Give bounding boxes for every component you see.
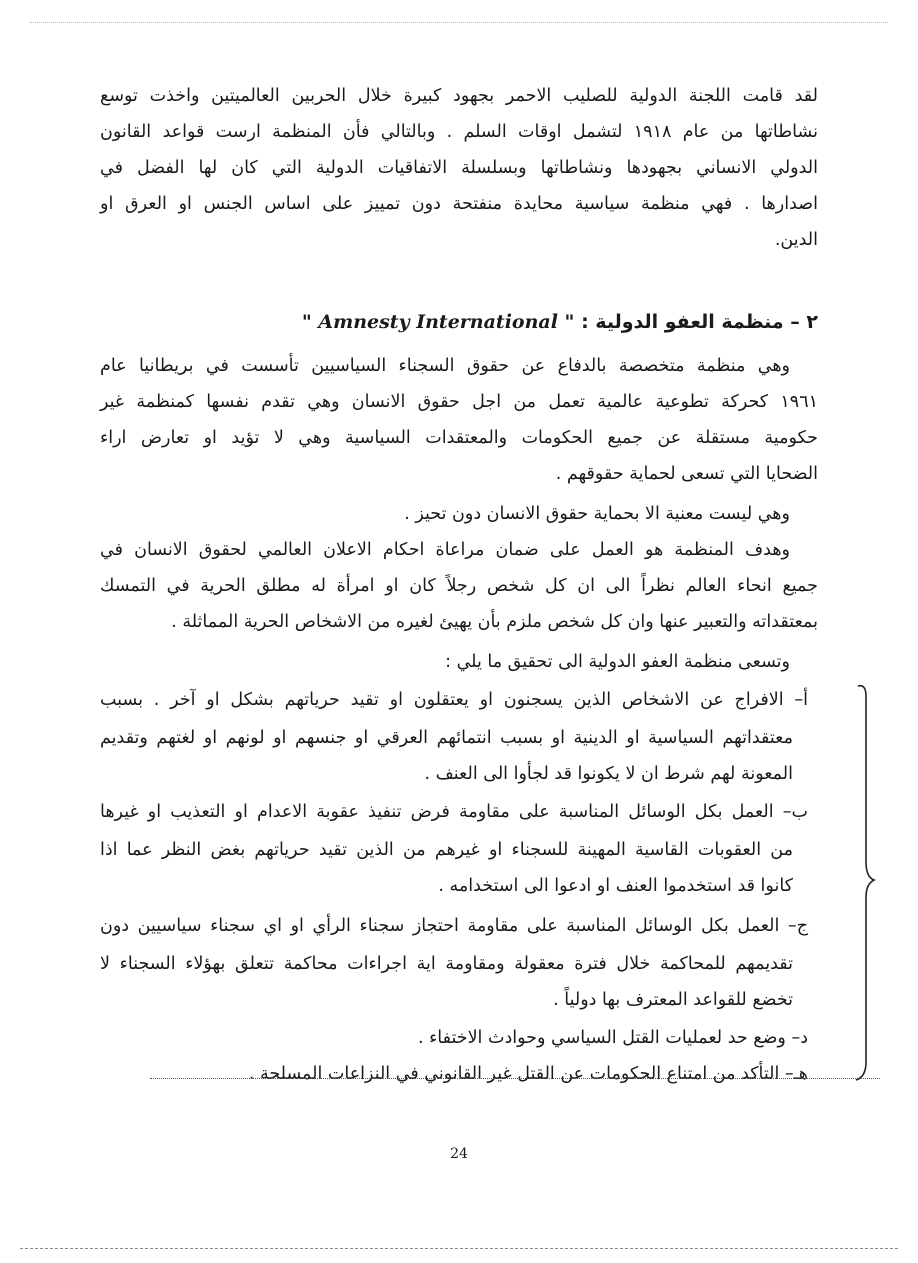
item-c-line-1: ج– العمل بكل الوسائل المناسبة على مقاومة احتجاز سجناء الرأي او اي سجناء سياسيين دون bbox=[100, 916, 808, 936]
para1-line-5: الدين. bbox=[774, 230, 818, 250]
handwritten-bracket bbox=[852, 682, 892, 1082]
para1-line-4: اصدارها . فهي منظمة سياسية محايدة منفتحة دون تمييز على اساس الجنس او العرق او bbox=[100, 194, 818, 214]
item-a-line-2: معتقداتهم السياسية او الدينية او بسبب انتمائهم العرقي او جنسهم او لونهم او لغتهم وتقديم bbox=[100, 728, 793, 748]
top-scan-line bbox=[30, 22, 888, 23]
item-c-line-2: تقديمهم للمحاكمة خلال فترة معقولة ومقاومة اية اجراءات محاكمة تتعلق بهؤلاء السجناء لا bbox=[100, 954, 793, 974]
para3-line: وهي ليست معنية الا بحماية حقوق الانسان دون تحيز . bbox=[404, 504, 790, 524]
heading-arabic: منظمة العفو الدولية : bbox=[581, 311, 784, 333]
bottom-scan-line bbox=[20, 1248, 898, 1249]
para2-line-3: حكومية مستقلة عن جميع الحكومات والمعتقدات السياسية وهي لا تؤيد او تعارض اراء bbox=[100, 428, 818, 448]
item-e-underline bbox=[150, 1078, 880, 1079]
item-c-line-3: تخضع للقواعد المعترف بها دولياً . bbox=[553, 990, 793, 1010]
para4-line-1: وهدف المنظمة هو العمل على ضمان مراعاة احكام الاعلان العالمي لحقوق الانسان في bbox=[100, 540, 790, 560]
para2-line-4: الضحايا التي تسعى لحماية حقوقهم . bbox=[555, 464, 818, 484]
item-b-line-3: كانوا قد استخدموا العنف او ادعوا الى استخدامه . bbox=[438, 876, 793, 896]
para2-line-1: وهي منظمة متخصصة بالدفاع عن حقوق السجناء السياسيين تأسست في بريطانيا عام bbox=[100, 356, 790, 376]
item-b-line-1: ب– العمل بكل الوسائل المناسبة على مقاومة فرض تنفيذ عقوبة الاعدام او التعذيب او غيرها bbox=[100, 802, 808, 822]
item-b-line-2: من العقوبات القاسية المهينة للسجناء او غيرهم من الذين تقيد حرياتهم بغض النظر عما اذا bbox=[100, 840, 793, 860]
para1-line-2: نشاطاتها من عام ١٩١٨ لتشمل اوقات السلم . وبالتالي فأن المنظمة ارست قواعد القانون bbox=[100, 122, 818, 142]
page-number: 24 bbox=[450, 1146, 468, 1162]
heading-english: " Amnesty International " bbox=[301, 311, 575, 333]
para1-line-3: الدولي الانساني بجهودها ونشاطاتها وبسلسلة الاتفاقيات الدولية التي كان لها الفضل في bbox=[100, 158, 818, 178]
para4-line-2: جميع انحاء العالم نظراً الى ان كل شخص رجلاً كان او امرأة له مطلق الحرية في التمسك bbox=[100, 576, 818, 596]
section-heading bbox=[100, 310, 818, 334]
item-d-line: د– وضع حد لعمليات القتل السياسي وحوادث الاختفاء . bbox=[417, 1028, 808, 1048]
item-a-line-3: المعونة لهم شرط ان لا يكونوا قد لجأوا الى العنف . bbox=[424, 764, 793, 784]
para5-line: وتسعى منظمة العفو الدولية الى تحقيق ما يلي : bbox=[445, 652, 790, 672]
para1-line-1: لقد قامت اللجنة الدولية للصليب الاحمر بجهود كبيرة خلال الحربين العالميتين واخذت توسع bbox=[100, 86, 818, 106]
item-a-line-1: أ– الافراج عن الاشخاص الذين يسجنون او يعتقلون او تقيد حرياتهم بشكل او آخر . بسبب bbox=[100, 690, 808, 710]
heading-number: ٢ – bbox=[790, 311, 818, 333]
item-e-line: هـ– التأكد من امتناع الحكومات عن القتل غير القانوني في النزاعات المسلحة . bbox=[248, 1064, 808, 1084]
para4-line-3: بمعتقداته والتعبير عنها وان كل شخص ملزم بأن يهيئ لغيره من الاشخاص الحرية المماثلة . bbox=[171, 612, 818, 632]
para2-line-2: ١٩٦١ كحركة تطوعية عالمية تعمل من اجل حقوق الانسان وهي تقدم نفسها كمنظمة غير bbox=[100, 392, 818, 412]
